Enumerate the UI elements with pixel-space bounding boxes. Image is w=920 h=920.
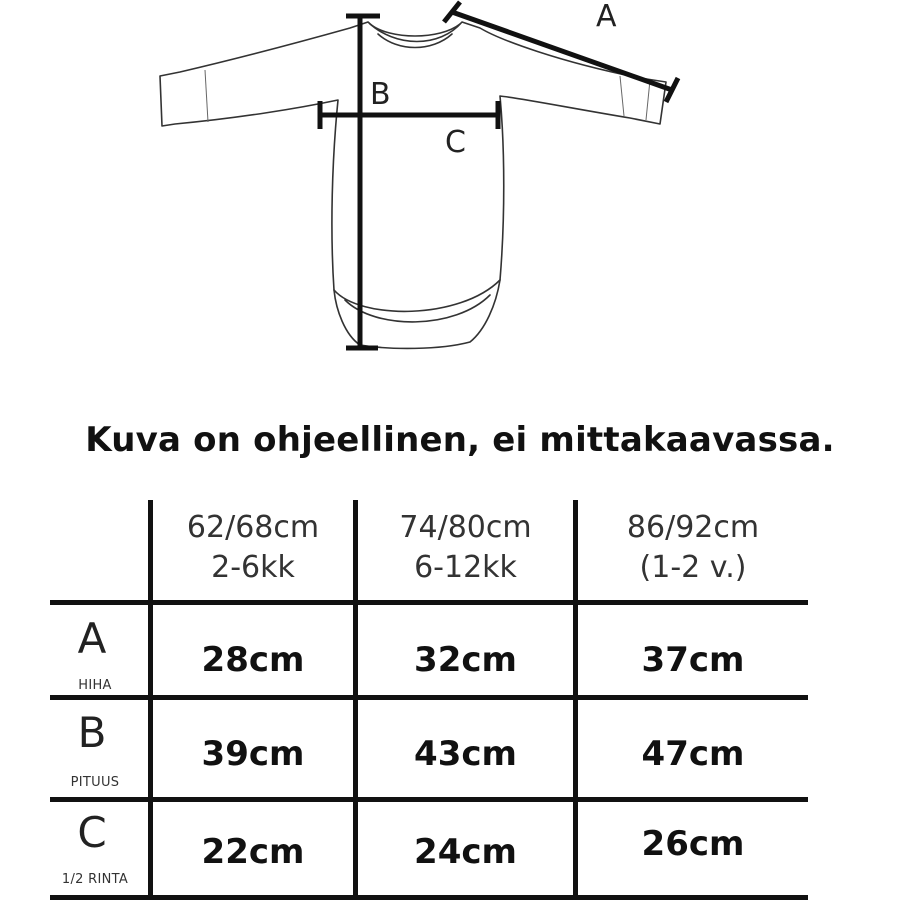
table-rule xyxy=(50,895,808,900)
row-label: HIHA xyxy=(78,678,112,693)
table-cell: 28cm xyxy=(201,640,305,680)
column-size: 74/80cm xyxy=(399,510,532,545)
table-rule xyxy=(50,695,808,700)
column-header xyxy=(153,508,353,588)
table-cell: 37cm xyxy=(641,640,745,680)
column-age: 2-6kk xyxy=(211,550,295,585)
bodysuit-diagram xyxy=(0,0,920,380)
column-age: (1-2 v.) xyxy=(639,550,747,585)
table-rule xyxy=(50,600,808,605)
column-header xyxy=(358,508,573,588)
row-label: 1/2 RINTA xyxy=(61,872,129,887)
size-table xyxy=(40,500,810,910)
diagram-label-b: B xyxy=(370,77,391,112)
diagram-label-a: A xyxy=(596,0,617,34)
column-size: 86/92cm xyxy=(626,510,760,545)
table-cell: 43cm xyxy=(414,734,517,774)
column-age: 6-12kk xyxy=(414,550,517,585)
row-letter: C xyxy=(77,808,107,857)
row-letter: B xyxy=(77,708,107,757)
table-cell: 26cm xyxy=(641,824,745,864)
caption: Kuva on ohjeellinen, ei mittakaavassa. xyxy=(85,420,835,460)
measure-line-a xyxy=(452,12,672,90)
column-header xyxy=(578,508,808,588)
row-label: PITUUS xyxy=(70,775,120,790)
table-rule xyxy=(50,797,808,802)
column-size: 62/68cm xyxy=(186,510,320,545)
diagram-label-c: C xyxy=(445,125,466,160)
table-cell: 24cm xyxy=(414,832,517,872)
table-cell: 47cm xyxy=(641,734,745,774)
table-cell: 22cm xyxy=(201,832,305,872)
row-letter: A xyxy=(77,614,107,663)
table-cell: 32cm xyxy=(414,640,517,680)
bodysuit-outline xyxy=(160,22,666,348)
table-cell: 39cm xyxy=(201,734,305,774)
